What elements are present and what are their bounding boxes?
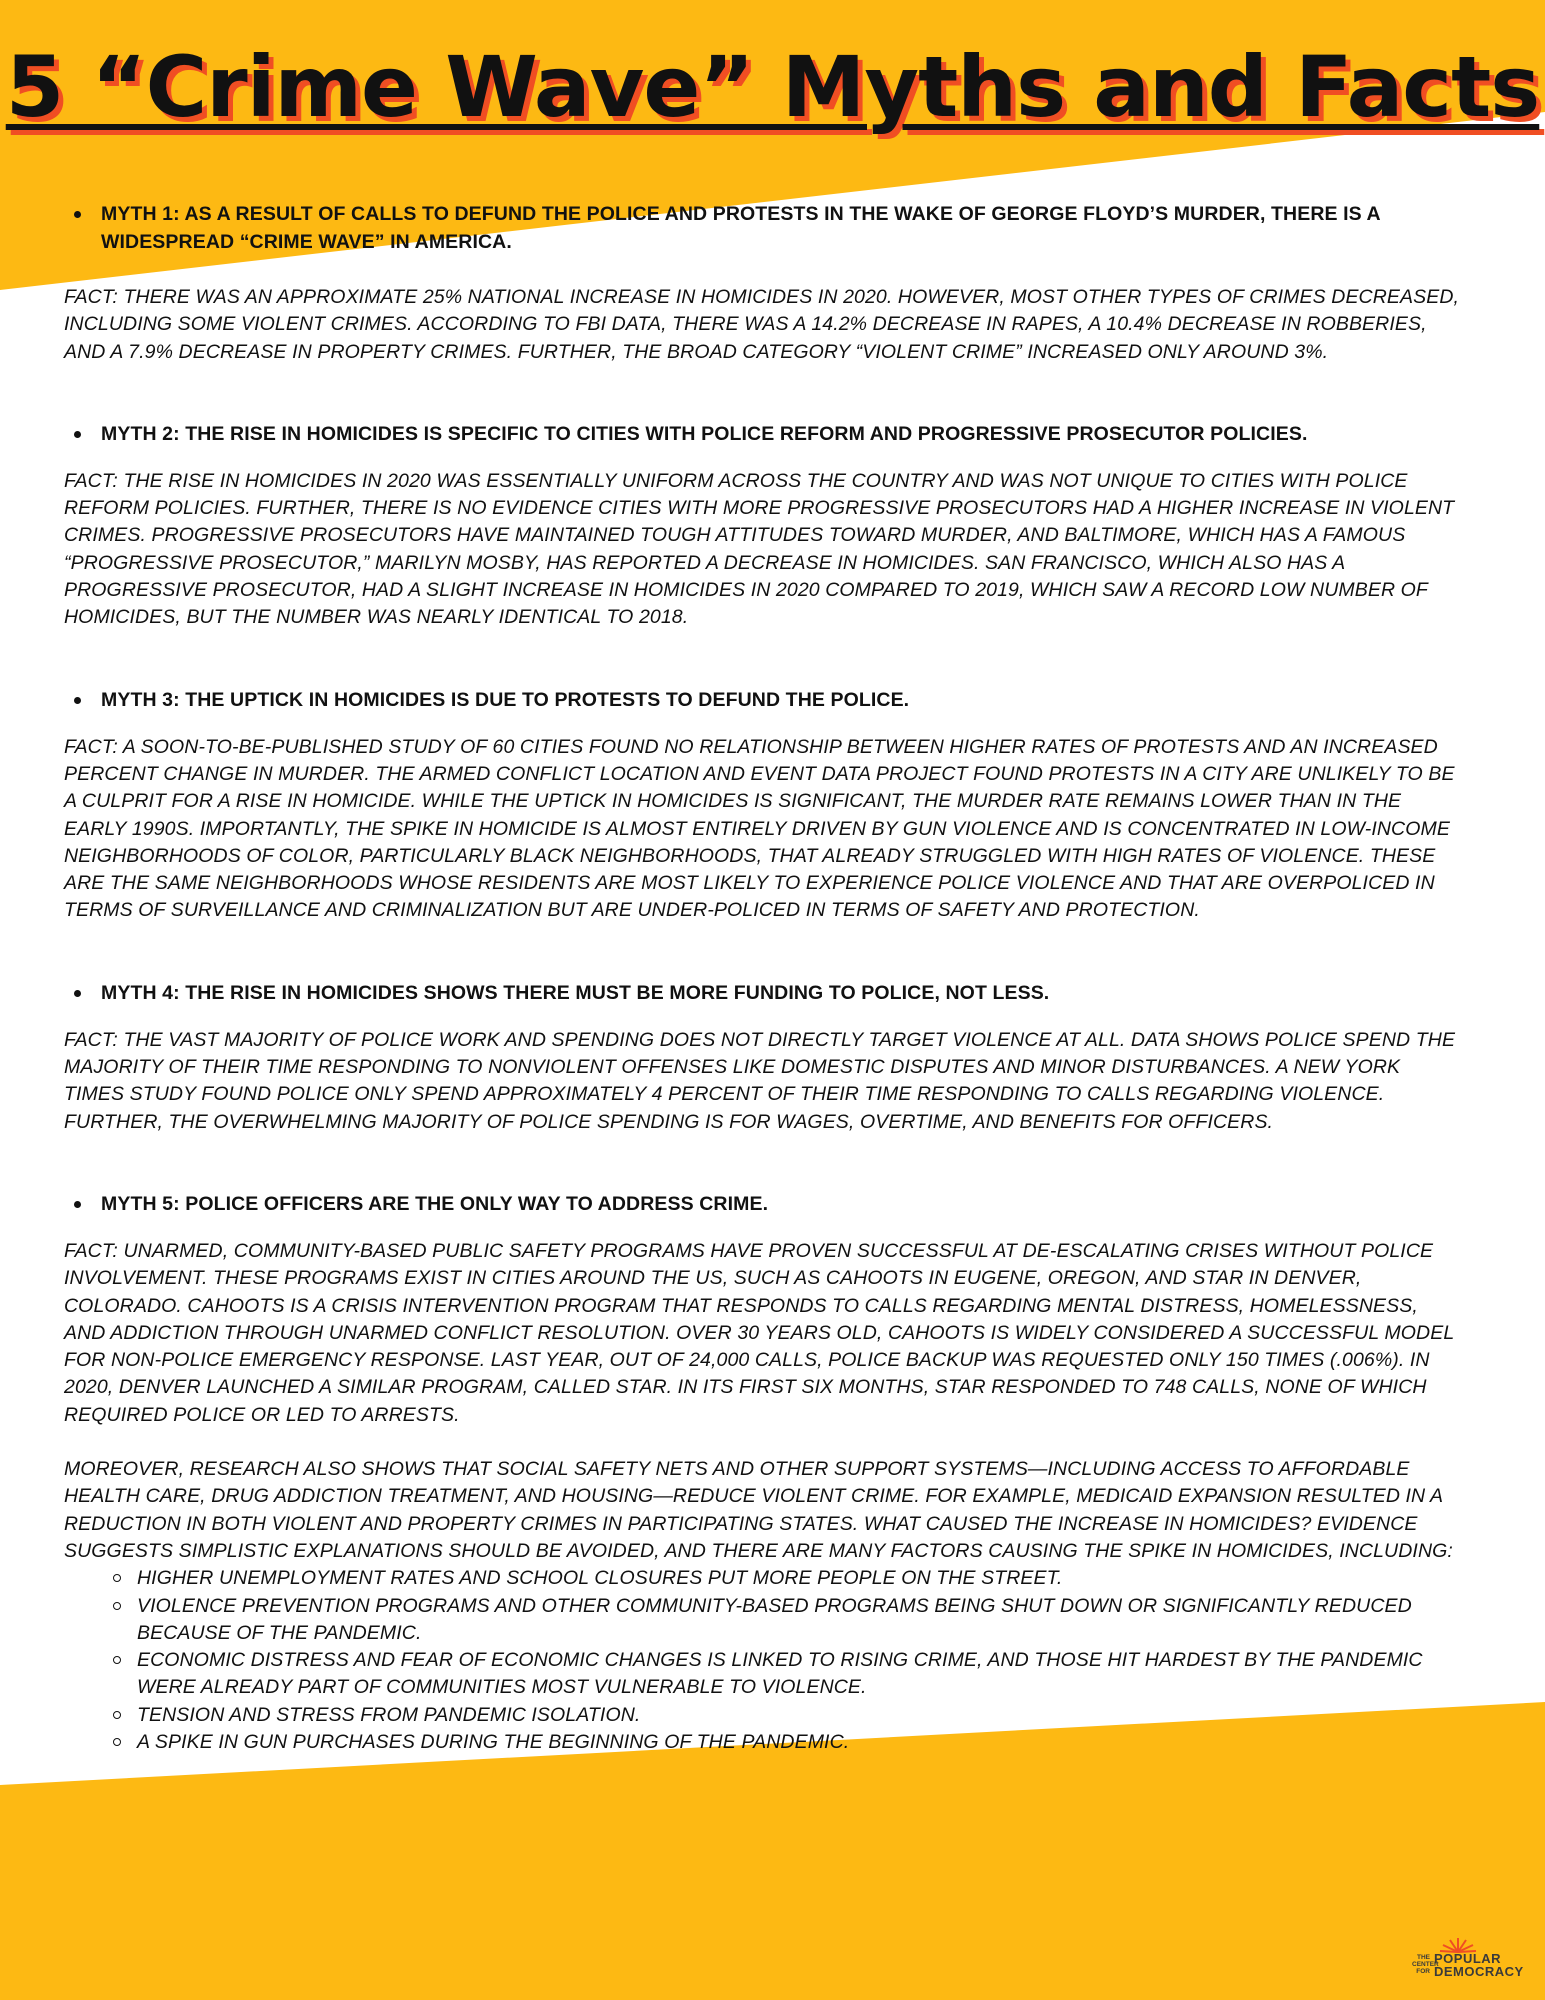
myth-heading: MYTH 3: THE UPTICK IN HOMICIDES IS DUE TO PROTESTS TO DEFUND THE POLICE. [64, 686, 1464, 714]
circle-bullet-icon [113, 1711, 121, 1719]
myth-section-2 [64, 420, 1464, 632]
myth-section-3 [64, 686, 1464, 925]
myth-heading: MYTH 2: THE RISE IN HOMICIDES IS SPECIFIC TO CITIES WITH POLICE REFORM AND PROGRESSIVE PROSECUTOR POLICIES. [64, 420, 1464, 448]
page-title: 5 “Crime Wave” Myths and Facts [5, 38, 1540, 136]
bullet-icon [74, 431, 81, 438]
logo-small-text: THE CENTER FOR [1412, 1954, 1439, 1975]
bullet-icon [74, 990, 81, 997]
fact-paragraph: FACT: UNARMED, COMMUNITY-BASED PUBLIC SAFETY PROGRAMS HAVE PROVEN SUCCESSFUL AT DE-ESCALATING CRISES WITHOUT POLICE INVOLVEMENT. THESE PROGRAMS EXIST IN CITIES AROUND THE US, SUCH AS CAHOOTS IN EUGENE, OREGON, AND STAR IN DENVER, COLORADO. CAHOOTS IS A CRISIS INTERVENTION PROGRAM THAT RESPONDS TO CALLS REGARDING MENTAL DISTRESS, HOMELESSNESS, AND ADDICTION THROUGH UNARMED CONFLICT RESOLUTION. OVER 30 YEARS OLD, CAHOOTS IS WIDELY CONSIDERED A SUCCESSFUL MODEL FOR NON-POLICE EMERGENCY RESPONSE. LAST YEAR, OUT OF 24,000 CALLS, POLICE BACKUP WAS REQUESTED ONLY 150 TIMES (.006%). IN 2020, DENVER LAUNCHED A SIMILAR PROGRAM, CALLED STAR. IN ITS FIRST SIX MONTHS, STAR RESPONDED TO 748 CALLS, NONE OF WHICH REQUIRED POLICE OR LED TO ARRESTS. [64, 1239, 1454, 1426]
myth-heading: MYTH 4: THE RISE IN HOMICIDES SHOWS THERE MUST BE MORE FUNDING TO POLICE, NOT LESS. [64, 979, 1464, 1007]
factor-item: ECONOMIC DISTRESS AND FEAR OF ECONOMIC CHANGES IS LINKED TO RISING CRIME, AND THOSE HIT HARDEST BY THE PANDEMIC WERE ALREADY PART OF COMMUNITIES MOST VULNERABLE TO VIOLENCE. [137, 1647, 1464, 1702]
moreover-paragraph: MOREOVER, RESEARCH ALSO SHOWS THAT SOCIAL SAFETY NETS AND OTHER SUPPORT SYSTEMS—INCLUDING ACCESS TO AFFORDABLE HEALTH CARE, DRUG ADDICTION TREATMENT, AND HOUSING—REDUCE VIOLENT CRIME. FOR EXAMPLE, MEDICAID EXPANSION RESULTED IN A REDUCTION IN BOTH VIOLENT AND PROPERTY CRIMES IN PARTICIPATING STATES. WHAT CAUSED THE INCREASE IN HOMICIDES? EVIDENCE SUGGESTS SIMPLISTIC EXPLANATIONS SHOULD BE AVOIDED, AND THERE ARE MANY FACTORS CAUSING THE SPIKE IN HOMICIDES, INCLUDING: [64, 1458, 1453, 1562]
fact-paragraph: FACT: THE RISE IN HOMICIDES IN 2020 WAS ESSENTIALLY UNIFORM ACROSS THE COUNTRY AND WAS NOT UNIQUE TO CITIES WITH POLICE REFORM POLICIES. FURTHER, THERE IS NO EVIDENCE CITIES WITH MORE PROGRESSIVE PROSECUTORS HAD A HIGHER INCREASE IN VIOLENT CRIMES. PROGRESSIVE PROSECUTORS HAVE MAINTAINED TOUGH ATTITUDES TOWARD MURDER, AND BALTIMORE, WHICH HAS A FAMOUS “PROGRESSIVE PROSECUTOR,” MARILYN MOSBY, HAS REPORTED A DECREASE IN HOMICIDES. SAN FRANCISCO, WHICH ALSO HAS A PROGRESSIVE PROSECUTOR, HAD A SLIGHT INCREASE IN HOMICIDES IN 2020 COMPARED TO 2019, WHICH SAW A RECORD LOW NUMBER OF HOMICIDES, BUT THE NUMBER WAS NEARLY IDENTICAL TO 2018. [64, 469, 1455, 629]
bullet-icon [74, 1201, 81, 1208]
fact-paragraph: FACT: A SOON-TO-BE-PUBLISHED STUDY OF 60 CITIES FOUND NO RELATIONSHIP BETWEEN HIGHER RATES OF PROTESTS AND AN INCREASED PERCENT CHANGE IN MURDER. THE ARMED CONFLICT LOCATION AND EVENT DATA PROJECT FOUND PROTESTS IN A CITY ARE UNLIKELY TO BE A CULPRIT FOR A RISE IN HOMICIDE. WHILE THE UPTICK IN HOMICIDES IS SIGNIFICANT, THE MURDER RATE REMAINS LOWER THAN IN THE EARLY 1990S. IMPORTANTLY, THE SPIKE IN HOMICIDE IS ALMOST ENTIRELY DRIVEN BY GUN VIOLENCE AND IS CONCENTRATED IN LOW-INCOME NEIGHBORHOODS OF COLOR, PARTICULARLY BLACK NEIGHBORHOODS, THAT ALREADY STRUGGLED WITH HIGH RATES OF VIOLENCE. THESE ARE THE SAME NEIGHBORHOODS WHOSE RESIDENTS ARE MOST LIKELY TO EXPERIENCE POLICE VIOLENCE AND THAT ARE OVERPOLICED IN TERMS OF SURVEILLANCE AND CRIMINALIZATION BUT ARE UNDER-POLICED IN TERMS OF SAFETY AND PROTECTION. [64, 735, 1455, 922]
bullet-icon [74, 211, 81, 218]
factors-list [64, 1565, 1464, 1756]
content [64, 200, 1464, 1756]
circle-bullet-icon [113, 1574, 121, 1582]
myth-heading: MYTH 1: AS A RESULT OF CALLS TO DEFUND THE POLICE AND PROTESTS IN THE WAKE OF GEORGE FLOYD’S MURDER, THERE IS A WIDESPREAD “CRIME WAVE” IN AMERICA. [64, 200, 1464, 256]
moreover-section [64, 1456, 1464, 1756]
circle-bullet-icon [113, 1656, 121, 1664]
myth-section-1 [64, 200, 1464, 366]
factor-item: VIOLENCE PREVENTION PROGRAMS AND OTHER COMMUNITY-BASED PROGRAMS BEING SHUT DOWN OR SIGNIFICANTLY REDUCED BECAUSE OF THE PANDEMIC. [137, 1593, 1464, 1648]
myth-section-5 [64, 1190, 1464, 1429]
center-for-popular-democracy-logo [1412, 1938, 1522, 1988]
fact-paragraph: FACT: THERE WAS AN APPROXIMATE 25% NATIONAL INCREASE IN HOMICIDES IN 2020. HOWEVER, MOST OTHER TYPES OF CRIMES DECREASED, INCLUDING SOME VIOLENT CRIMES. ACCORDING TO FBI DATA, THERE WAS A 14.2% DECREASE IN RAPES, A 10.4% DECREASE IN ROBBERIES, AND A 7.9% DECREASE IN PROPERTY CRIMES. FURTHER, THE BROAD CATEGORY “VIOLENT CRIME” INCREASED ONLY AROUND 3%. [64, 286, 1460, 363]
circle-bullet-icon [113, 1602, 121, 1610]
logo-big-text: POPULAR DEMOCRACY [1434, 1951, 1524, 1979]
factor-item: TENSION AND STRESS FROM PANDEMIC ISOLATION. [137, 1702, 1464, 1729]
factor-item: A SPIKE IN GUN PURCHASES DURING THE BEGINNING OF THE PANDEMIC. [137, 1729, 1464, 1756]
factor-item: HIGHER UNEMPLOYMENT RATES AND SCHOOL CLOSURES PUT MORE PEOPLE ON THE STREET. [137, 1565, 1464, 1592]
myth-heading: MYTH 5: POLICE OFFICERS ARE THE ONLY WAY TO ADDRESS CRIME. [64, 1190, 1464, 1218]
circle-bullet-icon [113, 1738, 121, 1746]
bullet-icon [74, 697, 81, 704]
myth-section-4 [64, 979, 1464, 1136]
fact-paragraph: FACT: THE VAST MAJORITY OF POLICE WORK AND SPENDING DOES NOT DIRECTLY TARGET VIOLENCE AT ALL. DATA SHOWS POLICE SPEND THE MAJORITY OF THEIR TIME RESPONDING TO NONVIOLENT OFFENSES LIKE DOMESTIC DISPUTES AND MINOR DISTURBANCES. A NEW YORK TIMES STUDY FOUND POLICE ONLY SPEND APPROXIMATELY 4 PERCENT OF THEIR TIME RESPONDING TO CALLS REGARDING VIOLENCE. FURTHER, THE OVERWHELMING MAJORITY OF POLICE SPENDING IS FOR WAGES, OVERTIME, AND BENEFITS FOR OFFICERS. [64, 1028, 1456, 1133]
